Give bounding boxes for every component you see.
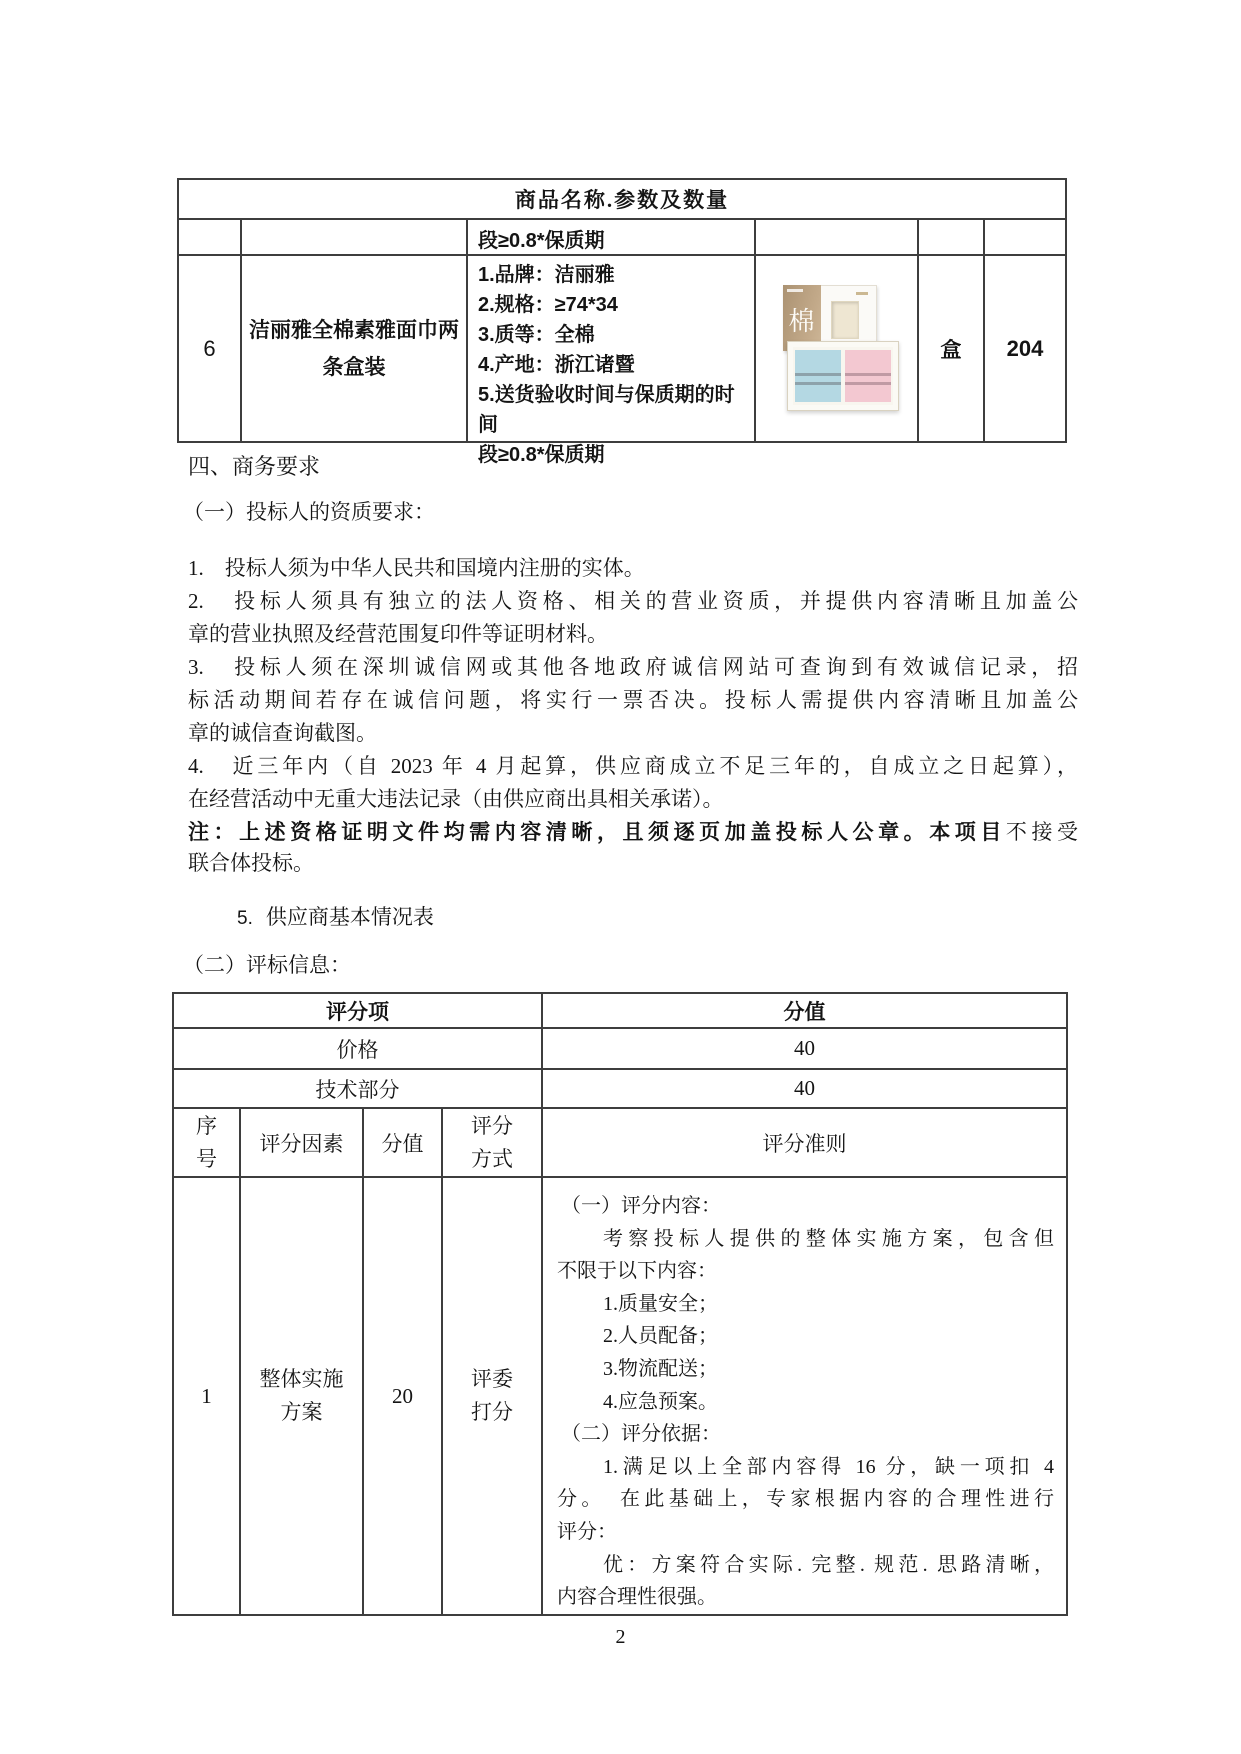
towel-stripe	[795, 382, 841, 385]
row1-criteria-cell	[543, 1178, 1066, 1614]
score-head-row	[174, 994, 1066, 1029]
score-head-item-cell: 评分项	[174, 994, 543, 1027]
criteria-line: （一）评分内容：	[561, 1195, 721, 1217]
carryover-qty-cell	[985, 220, 1065, 254]
note-bold-segment: 注：上述资格证明文件均需内容清晰，且须逐页加盖投标人公章。本项目	[188, 820, 1006, 844]
carryover-name-cell	[242, 220, 468, 254]
subhead-method-line1: 评分	[471, 1113, 513, 1138]
product-name-line2: 条盒装	[322, 355, 386, 379]
carryover-param-text: 段≥0.8*保质期	[478, 230, 605, 252]
subhead-no-cell	[174, 1109, 241, 1176]
requirement-3-line2: 标活动期间若存在诚信问题，将实行一票否决。投标人需提供内容清晰且加盖公	[188, 688, 1078, 712]
page-number: 2	[615, 1626, 626, 1648]
towel-stripe	[795, 373, 841, 376]
row1-method-line2: 打分	[471, 1400, 513, 1424]
brand-logo-mark-2	[856, 292, 868, 295]
note-regular-segment: 不接受	[1005, 820, 1079, 844]
pink-towel	[845, 350, 891, 402]
row1-method-cell	[443, 1178, 543, 1614]
subsection-qualification-heading: （一）投标人的资质要求：	[183, 500, 435, 524]
product-unit-cell: 盒	[919, 256, 985, 441]
supplier-form-item	[237, 901, 1127, 935]
product-photo	[771, 285, 903, 413]
requirement-3-line3: 章的诚信查询截图。	[188, 721, 377, 745]
product-table	[177, 178, 1067, 466]
product-qty-cell: 204	[1006, 335, 1044, 361]
carryover-unit-cell	[919, 220, 985, 254]
requirement-2-line2: 章的营业执照及经营范围复印件等证明材料。	[188, 622, 608, 646]
subhead-method-line2: 方式	[471, 1146, 513, 1171]
criteria-line: 1.质量安全；	[603, 1292, 718, 1315]
subsection-evaluation-heading: （二）评标信息：	[183, 953, 351, 977]
carryover-image-cell	[756, 220, 919, 254]
criteria-line: 优：方案符合实际. 完整. 规范. 思路清晰，	[603, 1553, 1054, 1576]
row1-method-line1: 评委	[471, 1367, 513, 1391]
param-grade: 3.质等：全棉	[478, 324, 595, 346]
product-name-cell	[242, 256, 468, 441]
price-label-cell: 价格	[174, 1029, 543, 1068]
product-no-cell: 6	[179, 256, 242, 441]
product-name-line1: 洁丽雅全棉素雅面巾两	[249, 318, 459, 342]
supplier-form-item-text: 供应商基本情况表	[265, 905, 434, 929]
carryover-no-cell	[179, 220, 242, 254]
requirement-2-line1: 2. 投标人须具有独立的法人资格、相关的营业资质，并提供内容清晰且加盖公	[188, 589, 1078, 613]
param-shelf-life-line1: 5.送货验收时间与保质期的时间	[478, 384, 735, 436]
gift-box-window	[831, 301, 859, 339]
towel-stripe	[845, 382, 891, 385]
row1-factor-line1: 整体实施	[259, 1367, 344, 1391]
criteria-line: 3.物流配送；	[603, 1357, 718, 1380]
param-brand: 1.品牌：洁丽雅	[478, 264, 615, 286]
product-params-cell	[468, 256, 756, 466]
tech-label-cell: 技术部分	[174, 1070, 543, 1107]
price-value-cell: 40	[794, 1036, 815, 1060]
criteria-line: 分。 在此基础上，专家根据内容的合理性进行	[557, 1488, 1054, 1511]
param-spec: 2.规格：≥74*34	[478, 294, 618, 316]
criteria-line: 考察投标人提供的整体实施方案，包含但	[603, 1227, 1054, 1250]
requirement-4-line2: 在经营活动中无重大违法记录（由供应商出具相关承诺）。	[188, 787, 724, 811]
score-subhead-row	[174, 1109, 1066, 1178]
criteria-line: 1.满足以上全部内容得 16 分，缺一项扣 4	[603, 1455, 1054, 1478]
brand-logo-mark	[787, 289, 803, 292]
row1-no-cell: 1	[174, 1178, 241, 1614]
towel-tray	[787, 341, 899, 411]
tech-value-cell: 40	[794, 1076, 815, 1100]
criteria-line: 4.应急预案。	[603, 1390, 718, 1413]
product-row	[179, 256, 1065, 466]
param-shelf-life-line2: 段≥0.8*保质期	[478, 444, 605, 466]
product-table-header-row	[179, 180, 1065, 220]
requirement-1: 1. 投标人须为中华人民共和国境内注册的实体。	[188, 556, 645, 580]
row1-score-cell: 20	[364, 1178, 443, 1614]
subhead-factor-cell: 评分因素	[241, 1109, 364, 1176]
row1-factor-line2: 方案	[280, 1400, 323, 1424]
subhead-method-cell	[443, 1109, 543, 1176]
product-image-cell	[756, 256, 919, 441]
subhead-criteria-cell: 评分准则	[762, 1131, 847, 1156]
supplier-form-item-number: 5.	[237, 908, 253, 929]
tech-row	[174, 1070, 1066, 1109]
criteria-line: （二）评分依据：	[561, 1423, 721, 1446]
towel-stripe	[845, 373, 891, 376]
criteria-line: 内容合理性很强。	[557, 1586, 717, 1609]
blue-towel	[795, 350, 841, 402]
scoring-table	[172, 992, 1068, 1616]
product-params-list	[468, 256, 754, 470]
carryover-row	[179, 220, 1065, 256]
section-heading: 四、商务要求	[188, 454, 321, 479]
subhead-score-cell: 分值	[364, 1109, 443, 1176]
param-origin: 4.产地：浙江诸暨	[478, 354, 635, 376]
note-line1	[188, 816, 1078, 849]
score-row-1	[174, 1178, 1066, 1614]
criteria-line: 不限于以下内容：	[557, 1260, 717, 1283]
cotton-character: 棉	[788, 306, 815, 336]
subhead-no-line2: 号	[196, 1146, 217, 1171]
requirement-4-line1: 4. 近三年内（自 2023 年 4 月起算，供应商成立不足三年的，自成立之日起算），	[188, 754, 1078, 778]
carryover-param-cell	[468, 220, 756, 254]
requirement-3-line1: 3. 投标人须在深圳诚信网或其他各地政府诚信网站可查询到有效诚信记录，招	[188, 655, 1078, 679]
score-head-value-cell: 分值	[783, 999, 826, 1024]
note-line2: 联合体投标。	[188, 851, 314, 875]
product-table-title: 商品名称.参数及数量	[514, 188, 730, 212]
price-row	[174, 1029, 1066, 1070]
criteria-line: 评分：	[557, 1520, 617, 1543]
subhead-no-line1: 序	[196, 1113, 217, 1138]
criteria-line: 2.人员配备；	[603, 1325, 718, 1348]
row1-factor-cell	[241, 1178, 364, 1614]
